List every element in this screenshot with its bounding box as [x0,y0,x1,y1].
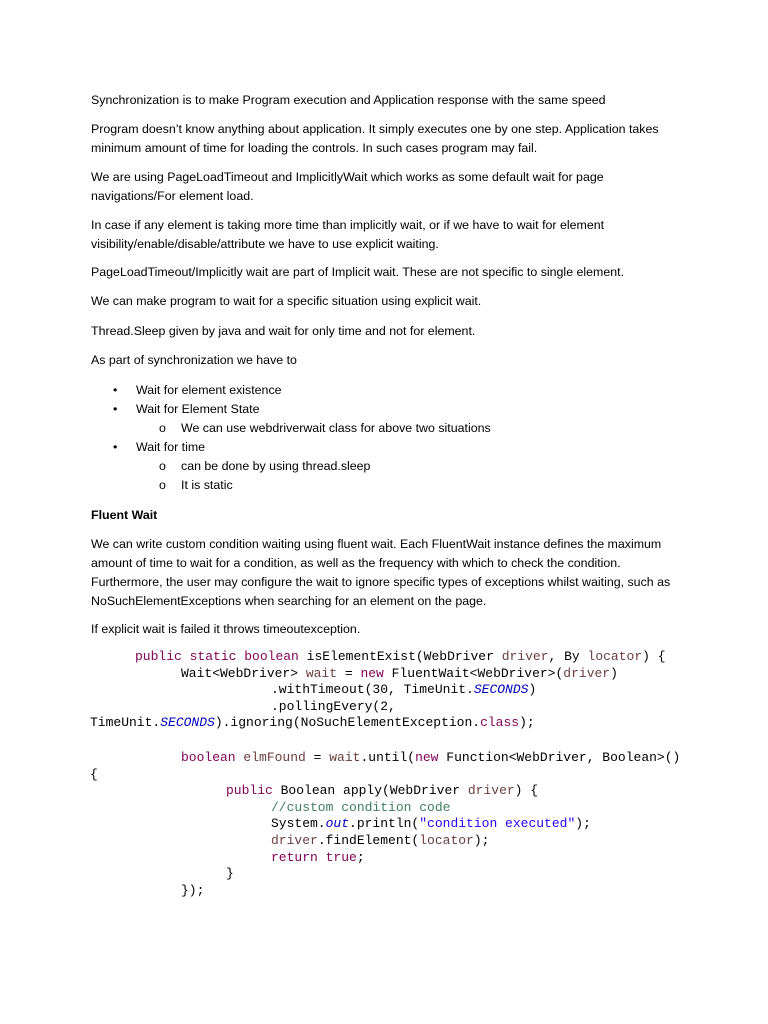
code-text: .until( [360,750,416,765]
paragraph-list-intro: As part of synchronization we have to [91,353,297,367]
code-variable: driver [271,833,318,848]
code-text: Function<WebDriver, Boolean>() [438,750,681,765]
code-variable: driver [563,665,611,681]
code-text: ); [575,816,591,832]
code-line [90,715,535,732]
code-string: "condition executed" [419,816,576,832]
code-line [135,649,666,666]
code-text: ) [528,682,537,698]
paragraph-explicit-wait: We can make program to wait for a specific situation using explicit wait. [91,294,482,308]
code-text: }); [181,882,205,898]
code-line [271,699,396,716]
sub-bullet-icon: o [159,478,166,492]
sub-bullet-icon: o [159,421,166,435]
code-keyword: static [189,649,237,664]
list-item-text: Wait for Element State [136,402,260,416]
code-keyword: return [271,849,318,865]
code-keyword: public [135,649,182,664]
paragraph-synchronization-definition: Synchronization is to make Program execution and Application response with the same speed [91,93,606,107]
code-line [181,666,618,683]
sub-bullet-icon: o [159,459,166,473]
code-field: SECONDS [473,682,529,698]
code-text: , By [548,649,588,664]
code-text: { [90,766,98,782]
sub-list-item-text: can be done by using thread.sleep [181,459,371,473]
code-text: ); [473,833,490,848]
paragraph-thread-sleep: Thread.Sleep given by java and wait for only time and not for element. [91,324,476,338]
code-keyword: class [480,715,520,731]
code-line [271,682,536,699]
code-text: ).ignoring(NoSuchElementException. [214,715,481,731]
code-block [0,649,768,909]
code-variable: locator [587,649,643,664]
code-variable: driver [467,783,515,799]
code-line [181,750,680,767]
code-keyword: public [226,783,273,799]
code-space [318,850,326,865]
code-text: TimeUnit. [90,715,161,731]
code-keyword: new [360,665,384,681]
code-keyword: new [415,750,439,765]
code-line [226,783,538,800]
code-text: System. [271,816,326,832]
list-item-text: Wait for time [136,440,206,454]
code-text: ); [519,715,535,731]
code-line [90,767,98,784]
code-text: ) { [642,649,666,664]
paragraph-timeout-exception: If explicit wait is failed it throws timeoutexception. [91,622,361,636]
bullet-icon: • [113,440,118,454]
sub-list-item-text: We can use webdriverwait class for above two situations [181,421,491,435]
code-text: Boolean apply(WebDriver [272,783,468,799]
code-space [182,649,190,664]
code-variable: elmFound [243,750,306,765]
code-text: .println( [349,816,420,832]
code-keyword: boolean [244,649,299,664]
code-keyword: boolean [181,750,236,765]
paragraph-fluent-wait-description: We can write custom condition waiting using fluent wait. Each FluentWait instance defines the maximum amount of time to wait for a condition, as well as the frequency with which to check the condition. Furthermore, the user may configure the wait to ignore specific types of exceptions whilst waiting, such as NoSuchElementExceptions when searching for an element on the page. [91,537,671,608]
code-keyword: true [325,849,357,865]
sub-list-item-text: It is static [181,478,233,492]
code-line [271,833,489,850]
bullet-icon: • [113,383,118,397]
code-variable: locator [419,833,474,848]
code-variable: wait [305,665,338,681]
paragraph-explicit-waiting: In case if any element is taking more time than implicitly wait, or if we have to wait for element visibility/enable/disable/attribute we have to use explicit waiting. [91,218,605,251]
code-text: ) { [514,783,539,799]
code-field: out [325,816,350,832]
code-text: = [337,665,361,681]
code-line [271,800,450,817]
paragraph-default-waits: We are using PageLoadTimeout and ImplicitlyWait which works as some default wait for page navigations/For element load. [91,170,604,203]
code-line [271,816,591,833]
code-text: .pollingEvery(2, [271,698,396,714]
code-text: .withTimeout(30, TimeUnit. [271,682,474,698]
bullet-icon: • [113,402,118,416]
paragraph-program-vs-application: Program doesn’t know anything about application. It simply executes one by one step. Application takes minimum amount of time for loading the controls. In such cases program may fail. [91,122,659,155]
code-variable: driver [501,649,549,664]
code-text: isElementExist(WebDriver [298,649,502,664]
code-text: = [305,750,330,765]
code-text: Wait<WebDriver> [181,665,306,681]
code-text: ) [610,665,618,681]
code-line [181,883,204,900]
code-text: ; [356,849,365,865]
code-variable: wait [329,750,361,765]
section-heading-fluent-wait: Fluent Wait [91,508,158,522]
code-text: FluentWait<WebDriver>( [383,665,564,681]
list-item-text: Wait for element existence [136,383,282,397]
code-text: } [226,866,234,882]
code-comment: //custom condition code [271,799,451,815]
code-line [226,866,234,883]
code-text: .findElement( [317,833,420,848]
code-line [271,850,365,867]
code-field: SECONDS [160,715,215,731]
paragraph-implicit-wait: PageLoadTimeout/Implicitly wait are part of Implicit wait. These are not specific to single element. [91,265,625,279]
